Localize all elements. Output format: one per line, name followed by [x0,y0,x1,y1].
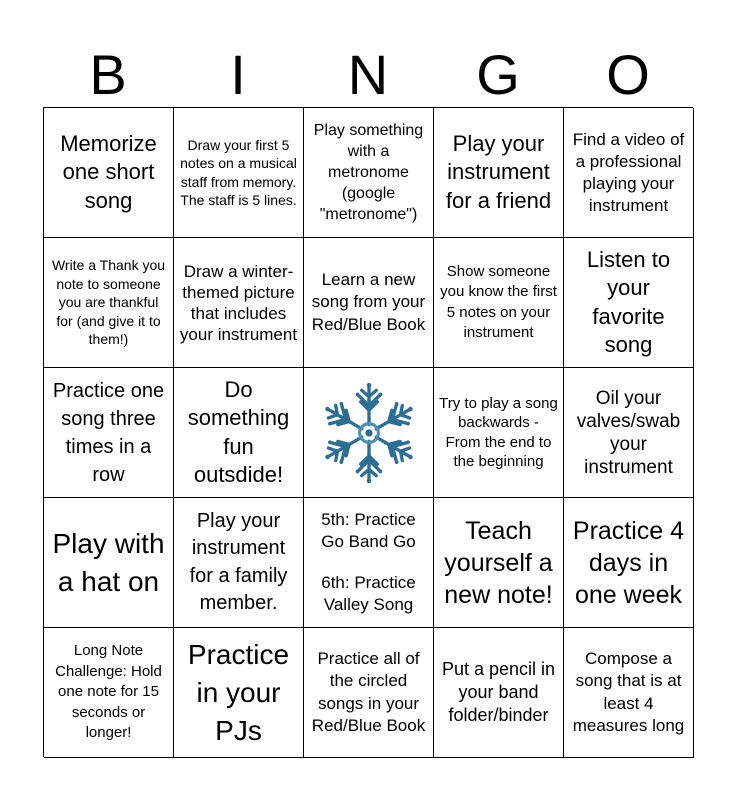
free-space [304,368,434,498]
bingo-cell [174,238,304,368]
header-letter-o: O [606,43,650,106]
cell-text: Draw a winter-themed picture that includes your instrument [179,261,298,344]
header-letter-b: B [89,43,127,106]
bingo-cell [304,238,434,368]
bingo-cell [434,628,564,758]
cell-text: Do something fun outsdide! [187,376,290,487]
bingo-cell [304,108,434,238]
bingo-cell [564,368,694,498]
cell-text: Play your instrument for a friend [445,130,552,213]
cell-text: Play with a hat on [52,527,165,597]
cell-text: Play your instrument for a family member. [189,509,288,614]
cell-text: Try to play a song backwards - From the end to the beginning [439,394,558,470]
cell-text: Practice 4 days in one week [572,516,685,609]
bingo-cell [44,628,174,758]
header-letter-n: N [347,43,389,106]
cell-text-fifth-grade: 5th: Practice Go Band Go [321,509,416,551]
cell-text: Memorize one short song [60,130,157,213]
bingo-cell [564,238,694,368]
bingo-cell [564,108,694,238]
bingo-cell [44,108,174,238]
bingo-cell [174,498,304,628]
bingo-cell [434,368,564,498]
cell-text: Practice in your PJs [187,638,290,746]
cell-text: Compose a song that is at least 4 measures long [572,648,685,735]
bingo-cell [174,108,304,238]
snowflake-icon [317,381,421,485]
cell-text: Oil your valves/swab your instrument [576,387,681,478]
cell-text: Show someone you know the first 5 notes on your instrument [440,262,557,341]
bingo-grid [43,107,693,757]
header-letter-i: I [230,43,246,106]
cell-text: Find a video of a professional playing your instrument [572,129,685,215]
cell-text: Learn a new song from your Red/Blue Book [311,269,426,334]
bingo-cell [564,628,694,758]
bingo-cell [44,498,174,628]
bingo-cell [304,498,434,628]
cell-text: Write a Thank you note to someone you are thankful for (and give it to them!) [51,257,166,348]
bingo-cell [304,628,434,758]
cell-text-sixth-grade: 6th: Practice Valley Song [321,572,416,614]
cell-text: Practice all of the circled songs in your Red/Blue Book [311,648,426,735]
bingo-cell [564,498,694,628]
bingo-cell [44,368,174,498]
cell-text: Play something with a metronome (google "metronome") [313,122,424,223]
cell-text: Draw your first 5 notes on a musical staff from memory. The staff is 5 lines. [180,136,297,208]
bingo-cell [174,368,304,498]
header-letter-g: G [476,43,520,106]
bingo-cell [434,238,564,368]
cell-text: Put a pencil in your band folder/binder [441,659,556,725]
bingo-cell [434,498,564,628]
bingo-cell [434,108,564,238]
cell-text: Teach yourself a new note! [444,516,553,609]
cell-text: Listen to your favorite song [586,246,671,357]
bingo-cell [174,628,304,758]
cell-text: Long Note Challenge: Hold one note for 15 seconds or longer! [55,642,162,742]
cell-text: Practice one song three times in a row [52,379,165,486]
bingo-cell [44,238,174,368]
bingo-header [43,45,693,105]
